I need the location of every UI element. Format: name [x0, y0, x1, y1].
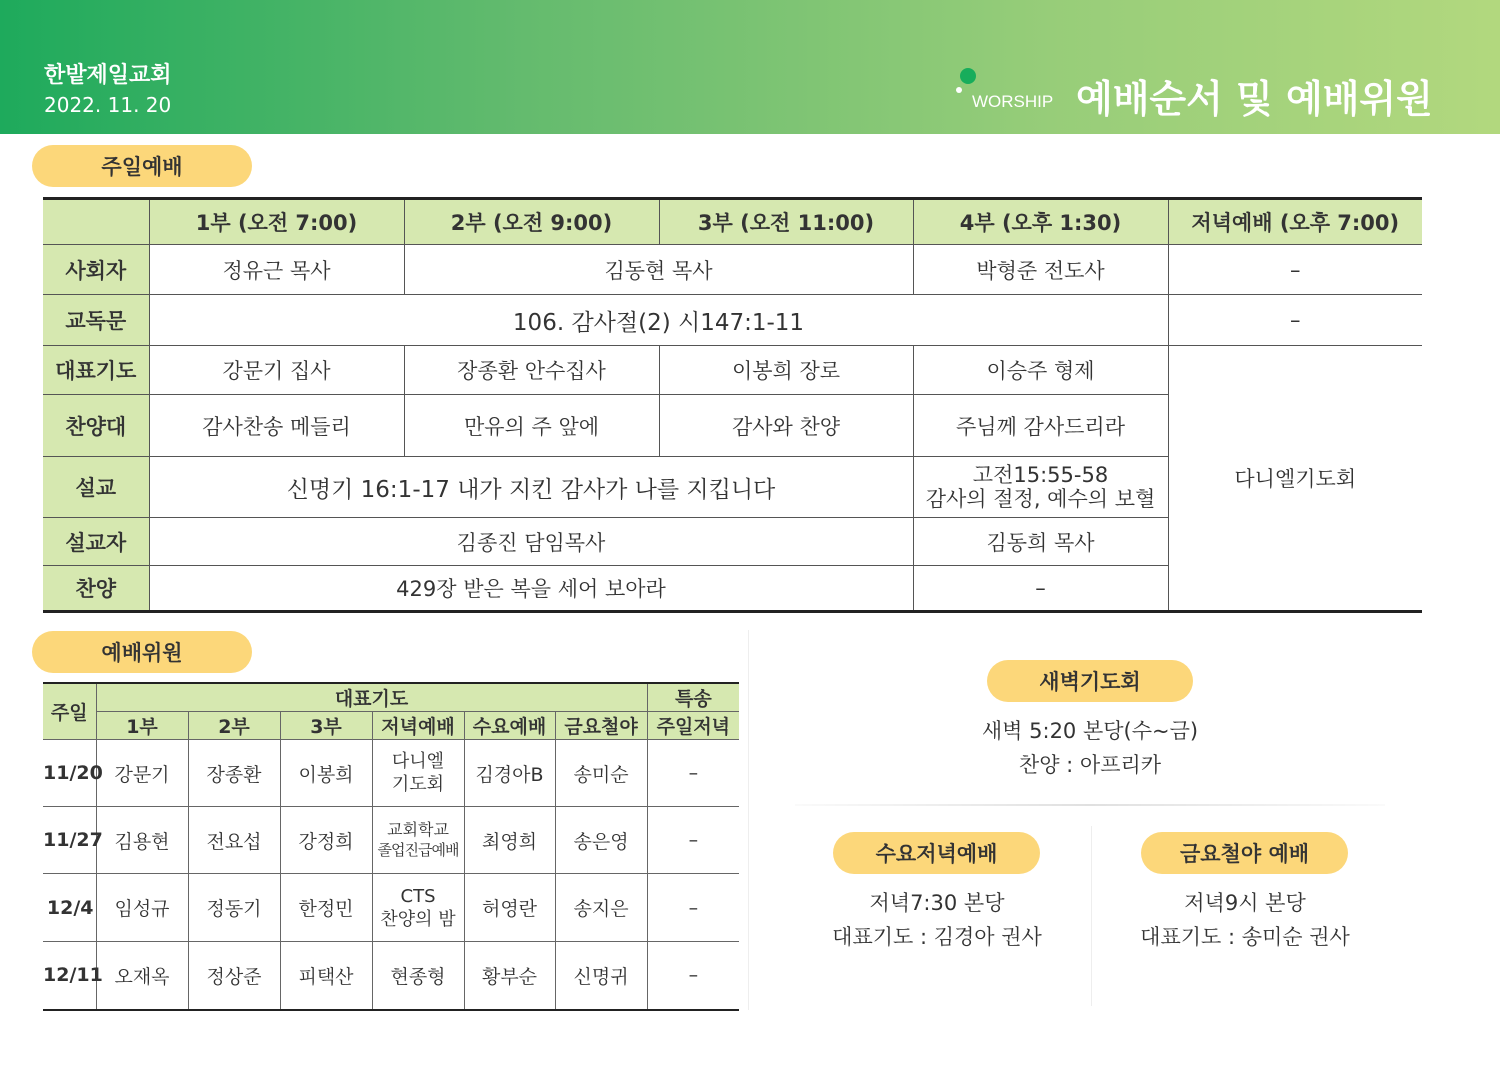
table-cell: 김경아B: [464, 740, 555, 807]
cell-line: 찬양의 밤: [380, 908, 456, 930]
info-line: 찬양 : 아프리카: [1018, 753, 1162, 777]
date-cell: 11/27: [43, 807, 96, 874]
table-cell: [372, 740, 464, 807]
table-cell: –: [647, 874, 739, 942]
sunday-service-table: [43, 197, 1422, 613]
cell-line: 졸업진급예배: [377, 841, 459, 859]
vertical-divider: [748, 630, 749, 1010]
column-header: 주일저녁: [647, 712, 739, 740]
info-line: 대표기도 : 송미순 권사: [1140, 925, 1350, 949]
friday-service-info: [1095, 886, 1395, 954]
header-empty-cell: [43, 199, 149, 245]
dot-icon: [960, 68, 976, 84]
table-cell: 박형준 전도사: [913, 245, 1168, 295]
table-cell: 현종형: [372, 942, 464, 1010]
table-cell: 429장 받은 복을 세어 보아라: [149, 566, 913, 612]
table-cell: [372, 807, 464, 874]
info-line: 대표기도 : 김경아 권사: [832, 925, 1042, 949]
table-cell: 만유의 주 앞에: [404, 395, 659, 457]
bulletin-date: 2022. 11. 20: [44, 93, 172, 117]
info-line: 저녁7:30 본당: [869, 891, 1005, 915]
table-cell: 송은영: [555, 807, 647, 874]
table-cell: 신명귀: [555, 942, 647, 1010]
header-banner: [0, 0, 1500, 134]
table-cell: 이봉희 장로: [659, 346, 913, 395]
table-cell: 김동현 목사: [404, 245, 913, 295]
evening-merged-cell: 다니엘기도회: [1168, 346, 1422, 612]
staff-subheader-row: [43, 712, 739, 740]
table-cell: 강문기 집사: [149, 346, 404, 395]
table-cell: –: [1168, 245, 1422, 295]
wednesday-service-info: [787, 886, 1087, 954]
table-cell: 감사찬송 메들리: [149, 395, 404, 457]
table-cell: 정상준: [188, 942, 280, 1010]
row-label: 대표기도: [43, 346, 149, 395]
vertical-divider: [1091, 826, 1092, 1006]
table-cell: –: [647, 942, 739, 1010]
date-cell: 11/20: [43, 740, 96, 807]
info-line: 새벽 5:20 본당(수~금): [981, 719, 1199, 743]
table-cell: 최영희: [464, 807, 555, 874]
column-header: 4부 (오후 1:30): [913, 199, 1168, 245]
section-title-sunday: 주일예배: [32, 145, 252, 187]
table-row: [43, 874, 739, 942]
friday-service-title: 금요철야 예배: [1141, 832, 1348, 874]
column-header: 1부 (오전 7:00): [149, 199, 404, 245]
table-cell: 감사와 찬양: [659, 395, 913, 457]
dawn-prayer-title: 새벽기도회: [987, 660, 1193, 702]
table-cell: 장종환 안수집사: [404, 346, 659, 395]
table-cell: 김동희 목사: [913, 518, 1168, 566]
cell-line: 다니엘: [391, 751, 445, 772]
staff-table: [43, 682, 739, 1011]
table-cell: –: [647, 740, 739, 807]
column-header: 대표기도: [96, 683, 647, 712]
column-header: 3부: [280, 712, 372, 740]
church-name: 한밭제일교회: [44, 63, 172, 88]
table-row: [43, 942, 739, 1010]
wednesday-service-title: 수요저녁예배: [833, 832, 1040, 874]
section-title-staff: 예배위원: [32, 631, 252, 673]
table-row: [43, 807, 739, 874]
small-dot-icon: [956, 87, 962, 93]
table-row-prayer: [43, 346, 1422, 395]
table-cell: 정동기: [188, 874, 280, 942]
table-cell: –: [647, 807, 739, 874]
row-label: 교독문: [43, 295, 149, 346]
table-cell: –: [1168, 295, 1422, 346]
table-cell: 한정민: [280, 874, 372, 942]
table-row-host: [43, 245, 1422, 295]
table-cell: [913, 457, 1168, 518]
table-cell: 황부순: [464, 942, 555, 1010]
info-line: 저녁9시 본당: [1184, 891, 1306, 915]
column-header: 2부 (오전 9:00): [404, 199, 659, 245]
page-title: 예배순서 및 예배위원: [1076, 77, 1433, 121]
table-cell: 정유근 목사: [149, 245, 404, 295]
table-row-reading: [43, 295, 1422, 346]
table-cell: –: [913, 566, 1168, 612]
table-cell: 주님께 감사드리라: [913, 395, 1168, 457]
sermon-line: 감사의 절정, 예수의 보혈: [925, 487, 1156, 511]
column-header: 저녁예배: [372, 712, 464, 740]
table-cell: 106. 감사절(2) 시147:1-11: [149, 295, 1168, 346]
row-label: 설교: [43, 457, 149, 518]
table-cell: 허영란: [464, 874, 555, 942]
column-header: 저녁예배 (오후 7:00): [1168, 199, 1422, 245]
column-header: 금요철야: [555, 712, 647, 740]
column-header: 수요예배: [464, 712, 555, 740]
table-cell: [372, 874, 464, 942]
table-cell: 강문기: [96, 740, 188, 807]
staff-header-row: [43, 683, 739, 712]
column-header: 특송: [647, 683, 739, 712]
table-cell: 임성규: [96, 874, 188, 942]
sermon-line: 고전15:55-58: [972, 463, 1109, 487]
row-label: 찬양: [43, 566, 149, 612]
table-cell: 신명기 16:1-17 내가 지킨 감사가 나를 지킵니다: [149, 457, 913, 518]
table-row: [43, 740, 739, 807]
table-cell: 송지은: [555, 874, 647, 942]
row-label: 설교자: [43, 518, 149, 566]
column-header: 3부 (오전 11:00): [659, 199, 913, 245]
table-cell: 장종환: [188, 740, 280, 807]
table-cell: 송미순: [555, 740, 647, 807]
table-header-row: [43, 199, 1422, 245]
table-cell: 피택산: [280, 942, 372, 1010]
table-cell: 이봉희: [280, 740, 372, 807]
dawn-prayer-info: [940, 714, 1240, 782]
table-cell: 전요섭: [188, 807, 280, 874]
worship-tag: WORSHIP: [972, 92, 1054, 111]
date-cell: 12/4: [43, 874, 96, 942]
column-header: 주일: [43, 683, 96, 740]
horizontal-divider: [795, 804, 1385, 806]
cell-line: 기도회: [391, 774, 445, 795]
column-header: 2부: [188, 712, 280, 740]
table-cell: 김종진 담임목사: [149, 518, 913, 566]
cell-line: 교회학교: [387, 820, 449, 839]
cell-line: CTS: [400, 885, 436, 907]
row-label: 사회자: [43, 245, 149, 295]
table-cell: 강정희: [280, 807, 372, 874]
column-header: 1부: [96, 712, 188, 740]
table-cell: 김용현: [96, 807, 188, 874]
row-label: 찬양대: [43, 395, 149, 457]
table-cell: 오재옥: [96, 942, 188, 1010]
table-cell: 이승주 형제: [913, 346, 1168, 395]
date-cell: 12/11: [43, 942, 96, 1010]
